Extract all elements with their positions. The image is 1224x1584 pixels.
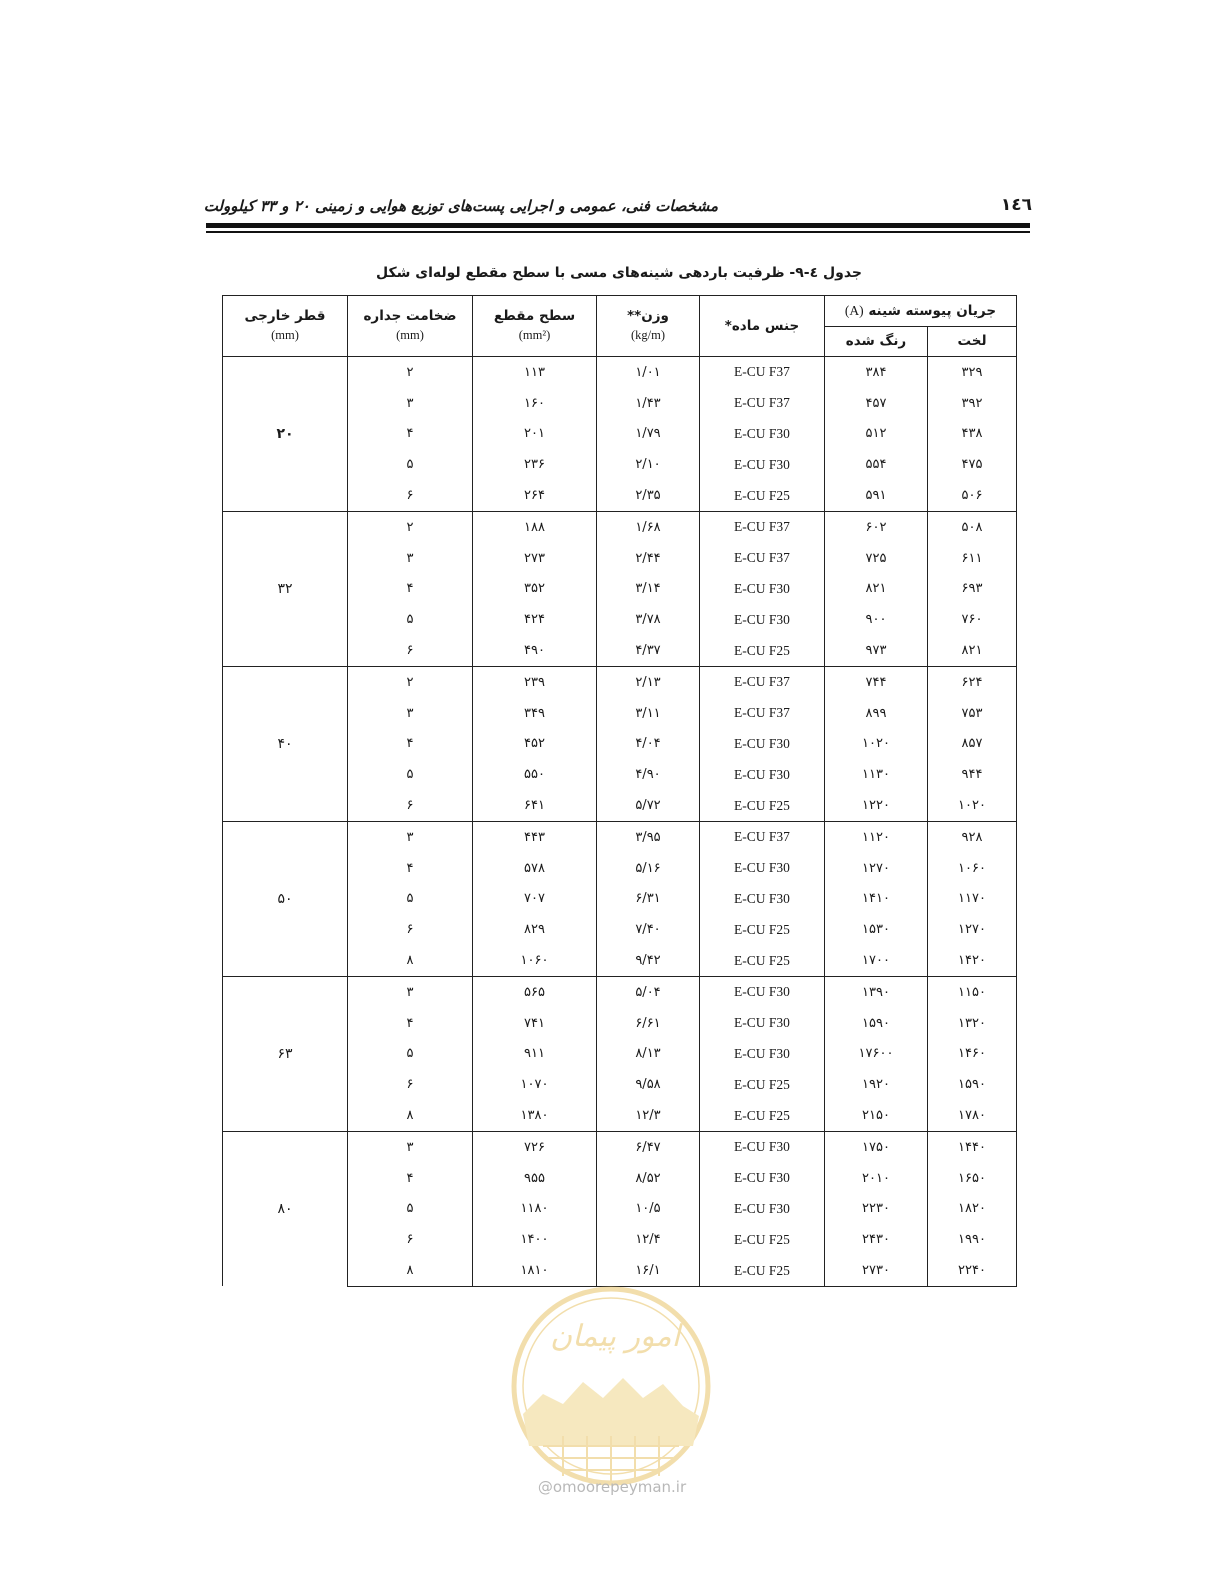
cell-material: E-CU F30 — [700, 604, 825, 635]
cell-weight: ۵/۱۶ — [597, 853, 700, 884]
cell-painted: ۸۲۱ — [825, 574, 928, 605]
cell-painted: ۲۴۳۰ — [825, 1224, 928, 1255]
cell-weight: ۶/۳۱ — [597, 884, 700, 915]
cell-outer-diameter: ۴۰ — [223, 666, 348, 821]
cell-bare: ۹۴۴ — [928, 759, 1017, 790]
header-material: جنس ماده* — [700, 296, 825, 357]
cell-thickness: ۴ — [348, 1008, 473, 1039]
cell-painted: ۳۸۴ — [825, 357, 928, 388]
cell-weight: ۱/۶۸ — [597, 511, 700, 542]
cell-material: E-CU F25 — [700, 635, 825, 666]
cell-outer-diameter: ۶۳ — [223, 976, 348, 1131]
cell-thickness: ۶ — [348, 635, 473, 666]
header-current-label: جریان پیوسته شینه — [868, 303, 997, 319]
cell-outer-diameter: ۸۰ — [223, 1131, 348, 1286]
header-rule-thin — [206, 231, 1030, 233]
table-body — [223, 357, 1017, 1287]
header-painted: رنگ شده — [825, 327, 928, 357]
header-area — [473, 296, 597, 357]
header-weight-label: وزن** — [627, 308, 669, 324]
cell-thickness: ۴ — [348, 574, 473, 605]
cell-material: E-CU F30 — [700, 853, 825, 884]
cell-painted: ۱۵۹۰ — [825, 1008, 928, 1039]
cell-area: ۷۴۱ — [473, 1008, 597, 1039]
cell-bare: ۴۳۸ — [928, 419, 1017, 450]
cell-painted: ۱۲۲۰ — [825, 790, 928, 821]
gear-icon — [523, 1378, 699, 1446]
cell-material: E-CU F30 — [700, 759, 825, 790]
cell-bare: ۱۵۹۰ — [928, 1069, 1017, 1100]
cell-area: ۴۲۴ — [473, 604, 597, 635]
cell-material: E-CU F30 — [700, 419, 825, 450]
cell-weight: ۲/۱۰ — [597, 449, 700, 480]
watermark-logo — [503, 1286, 719, 1486]
cell-thickness: ۸ — [348, 1255, 473, 1286]
cell-area: ۵۶۵ — [473, 976, 597, 1007]
cell-thickness: ۳ — [348, 698, 473, 729]
cell-material: E-CU F30 — [700, 1008, 825, 1039]
cell-material: E-CU F30 — [700, 449, 825, 480]
cell-weight: ۶/۴۷ — [597, 1131, 700, 1162]
cell-material: E-CU F37 — [700, 388, 825, 419]
cell-thickness: ۸ — [348, 945, 473, 976]
cell-weight: ۱۰/۵ — [597, 1194, 700, 1225]
cell-material: E-CU F37 — [700, 511, 825, 542]
cell-painted: ۱۷۵۰ — [825, 1131, 928, 1162]
cell-area: ۴۵۲ — [473, 729, 597, 760]
cell-weight: ۹/۴۲ — [597, 945, 700, 976]
cell-thickness: ۶ — [348, 790, 473, 821]
table-row — [223, 976, 1017, 1007]
cell-thickness: ۴ — [348, 729, 473, 760]
cell-material: E-CU F30 — [700, 1194, 825, 1225]
cell-area: ۱۴۰۰ — [473, 1224, 597, 1255]
cell-bare: ۱۰۶۰ — [928, 853, 1017, 884]
cell-bare: ۱۶۵۰ — [928, 1163, 1017, 1194]
cell-thickness: ۵ — [348, 759, 473, 790]
cell-painted: ۱۲۷۰ — [825, 853, 928, 884]
cell-painted: ۹۷۳ — [825, 635, 928, 666]
cell-bare: ۱۴۶۰ — [928, 1039, 1017, 1070]
cell-bare: ۱۰۲۰ — [928, 790, 1017, 821]
header-weight-unit: (kg/m) — [630, 328, 666, 342]
cell-material: E-CU F30 — [700, 1131, 825, 1162]
cell-thickness: ۵ — [348, 1194, 473, 1225]
cell-thickness: ۶ — [348, 1224, 473, 1255]
cell-weight: ۱/۴۳ — [597, 388, 700, 419]
cell-painted: ۷۴۴ — [825, 666, 928, 697]
cell-painted: ۹۰۰ — [825, 604, 928, 635]
cell-material: E-CU F25 — [700, 1255, 825, 1286]
table-row — [223, 666, 1017, 697]
cell-thickness: ۴ — [348, 419, 473, 450]
cell-area: ۲۳۹ — [473, 666, 597, 697]
cell-painted: ۵۹۱ — [825, 480, 928, 511]
cell-painted: ۴۵۷ — [825, 388, 928, 419]
cell-weight: ۱۶/۱ — [597, 1255, 700, 1286]
header-rule-thick — [206, 223, 1030, 228]
header-thickness-unit: (mm) — [396, 328, 424, 342]
cell-material: E-CU F30 — [700, 1039, 825, 1070]
header-area-unit: (mm²) — [518, 328, 551, 342]
cell-weight: ۸/۵۲ — [597, 1163, 700, 1194]
cell-area: ۵۷۸ — [473, 853, 597, 884]
header-thickness-label: ضخامت جداره — [363, 308, 457, 324]
cell-weight: ۵/۷۲ — [597, 790, 700, 821]
cell-painted: ۱۱۳۰ — [825, 759, 928, 790]
cell-thickness: ۳ — [348, 388, 473, 419]
cell-area: ۲۳۶ — [473, 449, 597, 480]
cell-area: ۹۵۵ — [473, 1163, 597, 1194]
cell-weight: ۶/۶۱ — [597, 1008, 700, 1039]
cell-thickness: ۸ — [348, 1100, 473, 1131]
cell-weight: ۴/۳۷ — [597, 635, 700, 666]
cell-material: E-CU F25 — [700, 1224, 825, 1255]
cell-painted: ۲۲۳۰ — [825, 1194, 928, 1225]
cell-bare: ۷۵۳ — [928, 698, 1017, 729]
cell-bare: ۵۰۸ — [928, 511, 1017, 542]
cell-bare: ۶۲۴ — [928, 666, 1017, 697]
cell-area: ۱۳۸۰ — [473, 1100, 597, 1131]
cell-area: ۱۱۳ — [473, 357, 597, 388]
watermark-url — [496, 1478, 728, 1496]
cell-weight: ۴/۰۴ — [597, 729, 700, 760]
cell-thickness: ۵ — [348, 449, 473, 480]
cell-material: E-CU F25 — [700, 945, 825, 976]
header-current-unit: (A) — [844, 303, 864, 318]
cell-bare: ۱۸۲۰ — [928, 1194, 1017, 1225]
cell-bare: ۱۲۷۰ — [928, 914, 1017, 945]
cell-material: E-CU F25 — [700, 1100, 825, 1131]
cell-area: ۱۶۰ — [473, 388, 597, 419]
header-outer-unit: (mm) — [271, 328, 299, 342]
cell-weight: ۳/۱۴ — [597, 574, 700, 605]
cell-material: E-CU F37 — [700, 666, 825, 697]
cell-material: E-CU F30 — [700, 1163, 825, 1194]
cell-area: ۴۹۰ — [473, 635, 597, 666]
cell-painted: ۶۰۲ — [825, 511, 928, 542]
cell-area: ۱۰۷۰ — [473, 1069, 597, 1100]
cell-material: E-CU F37 — [700, 698, 825, 729]
cell-material: E-CU F37 — [700, 543, 825, 574]
cell-painted: ۱۷۰۰ — [825, 945, 928, 976]
cell-bare: ۳۲۹ — [928, 357, 1017, 388]
cell-material: E-CU F25 — [700, 480, 825, 511]
cell-area: ۱۸۸ — [473, 511, 597, 542]
cell-area: ۱۱۸۰ — [473, 1194, 597, 1225]
cell-weight: ۴/۹۰ — [597, 759, 700, 790]
cell-thickness: ۵ — [348, 604, 473, 635]
cell-thickness: ۵ — [348, 884, 473, 915]
cell-painted: ۱۱۲۰ — [825, 821, 928, 852]
watermark-url-text: omoorepeyman.ir — [552, 1478, 687, 1496]
cell-weight: ۳/۷۸ — [597, 604, 700, 635]
cell-bare: ۱۹۹۰ — [928, 1224, 1017, 1255]
page-number: ۱٤٦ — [1000, 195, 1032, 215]
cell-bare: ۵۰۶ — [928, 480, 1017, 511]
header-area-label: سطح مقطع — [493, 308, 576, 324]
cell-painted: ۸۹۹ — [825, 698, 928, 729]
cell-weight: ۷/۴۰ — [597, 914, 700, 945]
cell-weight: ۹/۵۸ — [597, 1069, 700, 1100]
cell-painted: ۲۰۱۰ — [825, 1163, 928, 1194]
cell-area: ۲۶۴ — [473, 480, 597, 511]
cell-thickness: ۳ — [348, 821, 473, 852]
cell-thickness: ۶ — [348, 914, 473, 945]
cell-bare: ۴۷۵ — [928, 449, 1017, 480]
cell-area: ۳۵۲ — [473, 574, 597, 605]
cell-painted: ۲۷۳۰ — [825, 1255, 928, 1286]
cell-material: E-CU F37 — [700, 821, 825, 852]
cell-thickness: ۲ — [348, 357, 473, 388]
cell-material: E-CU F30 — [700, 976, 825, 1007]
cell-thickness: ۴ — [348, 1163, 473, 1194]
cell-outer-diameter: ۳۲ — [223, 511, 348, 666]
cell-material: E-CU F25 — [700, 914, 825, 945]
cell-thickness: ۳ — [348, 543, 473, 574]
header-outer-label: قطر خارجی — [244, 308, 326, 324]
cell-bare: ۸۵۷ — [928, 729, 1017, 760]
cell-bare: ۹۲۸ — [928, 821, 1017, 852]
cell-painted: ۱۰۲۰ — [825, 729, 928, 760]
table-caption: جدول ٤-۹- ظرفیت باردهی شینه‌های مسی با سطح مقطع لوله‌ای شکل — [375, 265, 863, 281]
cell-material: E-CU F30 — [700, 574, 825, 605]
cell-thickness: ۴ — [348, 853, 473, 884]
cell-painted: ۱۷۶۰۰ — [825, 1039, 928, 1070]
cell-weight: ۲/۳۵ — [597, 480, 700, 511]
cell-bare: ۱۴۴۰ — [928, 1131, 1017, 1162]
cell-area: ۱۸۱۰ — [473, 1255, 597, 1286]
cell-material: E-CU F30 — [700, 884, 825, 915]
cell-painted: ۱۹۲۰ — [825, 1069, 928, 1100]
cell-painted: ۵۱۲ — [825, 419, 928, 450]
cell-thickness: ۳ — [348, 1131, 473, 1162]
cell-weight: ۳/۹۵ — [597, 821, 700, 852]
table-row — [223, 357, 1017, 388]
cell-bare: ۶۱۱ — [928, 543, 1017, 574]
cell-bare: ۱۱۵۰ — [928, 976, 1017, 1007]
cell-bare: ۳۹۲ — [928, 388, 1017, 419]
cell-bare: ۸۲۱ — [928, 635, 1017, 666]
cell-material: E-CU F30 — [700, 729, 825, 760]
cell-bare: ۱۷۸۰ — [928, 1100, 1017, 1131]
cell-thickness: ۶ — [348, 480, 473, 511]
cell-painted: ۱۴۱۰ — [825, 884, 928, 915]
cell-bare: ۲۲۴۰ — [928, 1255, 1017, 1286]
cell-thickness: ۲ — [348, 511, 473, 542]
cell-area: ۷۲۶ — [473, 1131, 597, 1162]
cell-thickness: ۳ — [348, 976, 473, 1007]
cell-area: ۱۰۶۰ — [473, 945, 597, 976]
cell-thickness: ۵ — [348, 1039, 473, 1070]
cell-weight: ۱۲/۴ — [597, 1224, 700, 1255]
table-row — [223, 511, 1017, 542]
cell-bare: ۱۱۷۰ — [928, 884, 1017, 915]
cell-material: E-CU F25 — [700, 790, 825, 821]
cell-area: ۸۲۹ — [473, 914, 597, 945]
cell-painted: ۱۵۳۰ — [825, 914, 928, 945]
cell-painted: ۲۱۵۰ — [825, 1100, 928, 1131]
cell-weight: ۲/۴۴ — [597, 543, 700, 574]
busbar-capacity-table — [222, 295, 1017, 1287]
cell-outer-diameter: ۲۰ — [223, 357, 348, 512]
table-row — [223, 821, 1017, 852]
header-bare: لخت — [928, 327, 1017, 357]
running-header-title: مشخصات فنی، عمومی و اجرایی پست‌های توزیع هوایی و زمینی ۲۰ و ۳۳ کیلوولت — [203, 197, 718, 215]
cell-weight: ۲/۱۳ — [597, 666, 700, 697]
cell-area: ۵۵۰ — [473, 759, 597, 790]
cell-weight: ۱/۷۹ — [597, 419, 700, 450]
cell-painted: ۱۳۹۰ — [825, 976, 928, 1007]
cell-material: E-CU F37 — [700, 357, 825, 388]
cell-thickness: ۲ — [348, 666, 473, 697]
cell-weight: ۱/۰۱ — [597, 357, 700, 388]
cell-outer-diameter: ۵۰ — [223, 821, 348, 976]
cell-area: ۷۰۷ — [473, 884, 597, 915]
cell-area: ۳۴۹ — [473, 698, 597, 729]
cell-bare: ۱۴۲۰ — [928, 945, 1017, 976]
cell-weight: ۸/۱۳ — [597, 1039, 700, 1070]
cell-painted: ۷۲۵ — [825, 543, 928, 574]
watermark-logo-text: امور پیمان — [550, 1319, 680, 1354]
cell-area: ۲۰۱ — [473, 419, 597, 450]
cell-area: ۹۱۱ — [473, 1039, 597, 1070]
header-thickness — [348, 296, 473, 357]
header-outer — [223, 296, 348, 357]
cell-bare: ۶۹۳ — [928, 574, 1017, 605]
cell-weight: ۱۲/۳ — [597, 1100, 700, 1131]
cell-bare: ۱۳۲۰ — [928, 1008, 1017, 1039]
cell-painted: ۵۵۴ — [825, 449, 928, 480]
header-current — [825, 296, 1017, 327]
building-grid-icon — [543, 1436, 679, 1482]
table-row — [223, 1131, 1017, 1162]
at-icon: @ — [537, 1478, 553, 1496]
cell-bare: ۷۶۰ — [928, 604, 1017, 635]
cell-area: ۲۷۳ — [473, 543, 597, 574]
cell-material: E-CU F25 — [700, 1069, 825, 1100]
cell-weight: ۳/۱۱ — [597, 698, 700, 729]
cell-thickness: ۶ — [348, 1069, 473, 1100]
header-weight — [597, 296, 700, 357]
cell-weight: ۵/۰۴ — [597, 976, 700, 1007]
cell-area: ۴۴۳ — [473, 821, 597, 852]
cell-area: ۶۴۱ — [473, 790, 597, 821]
